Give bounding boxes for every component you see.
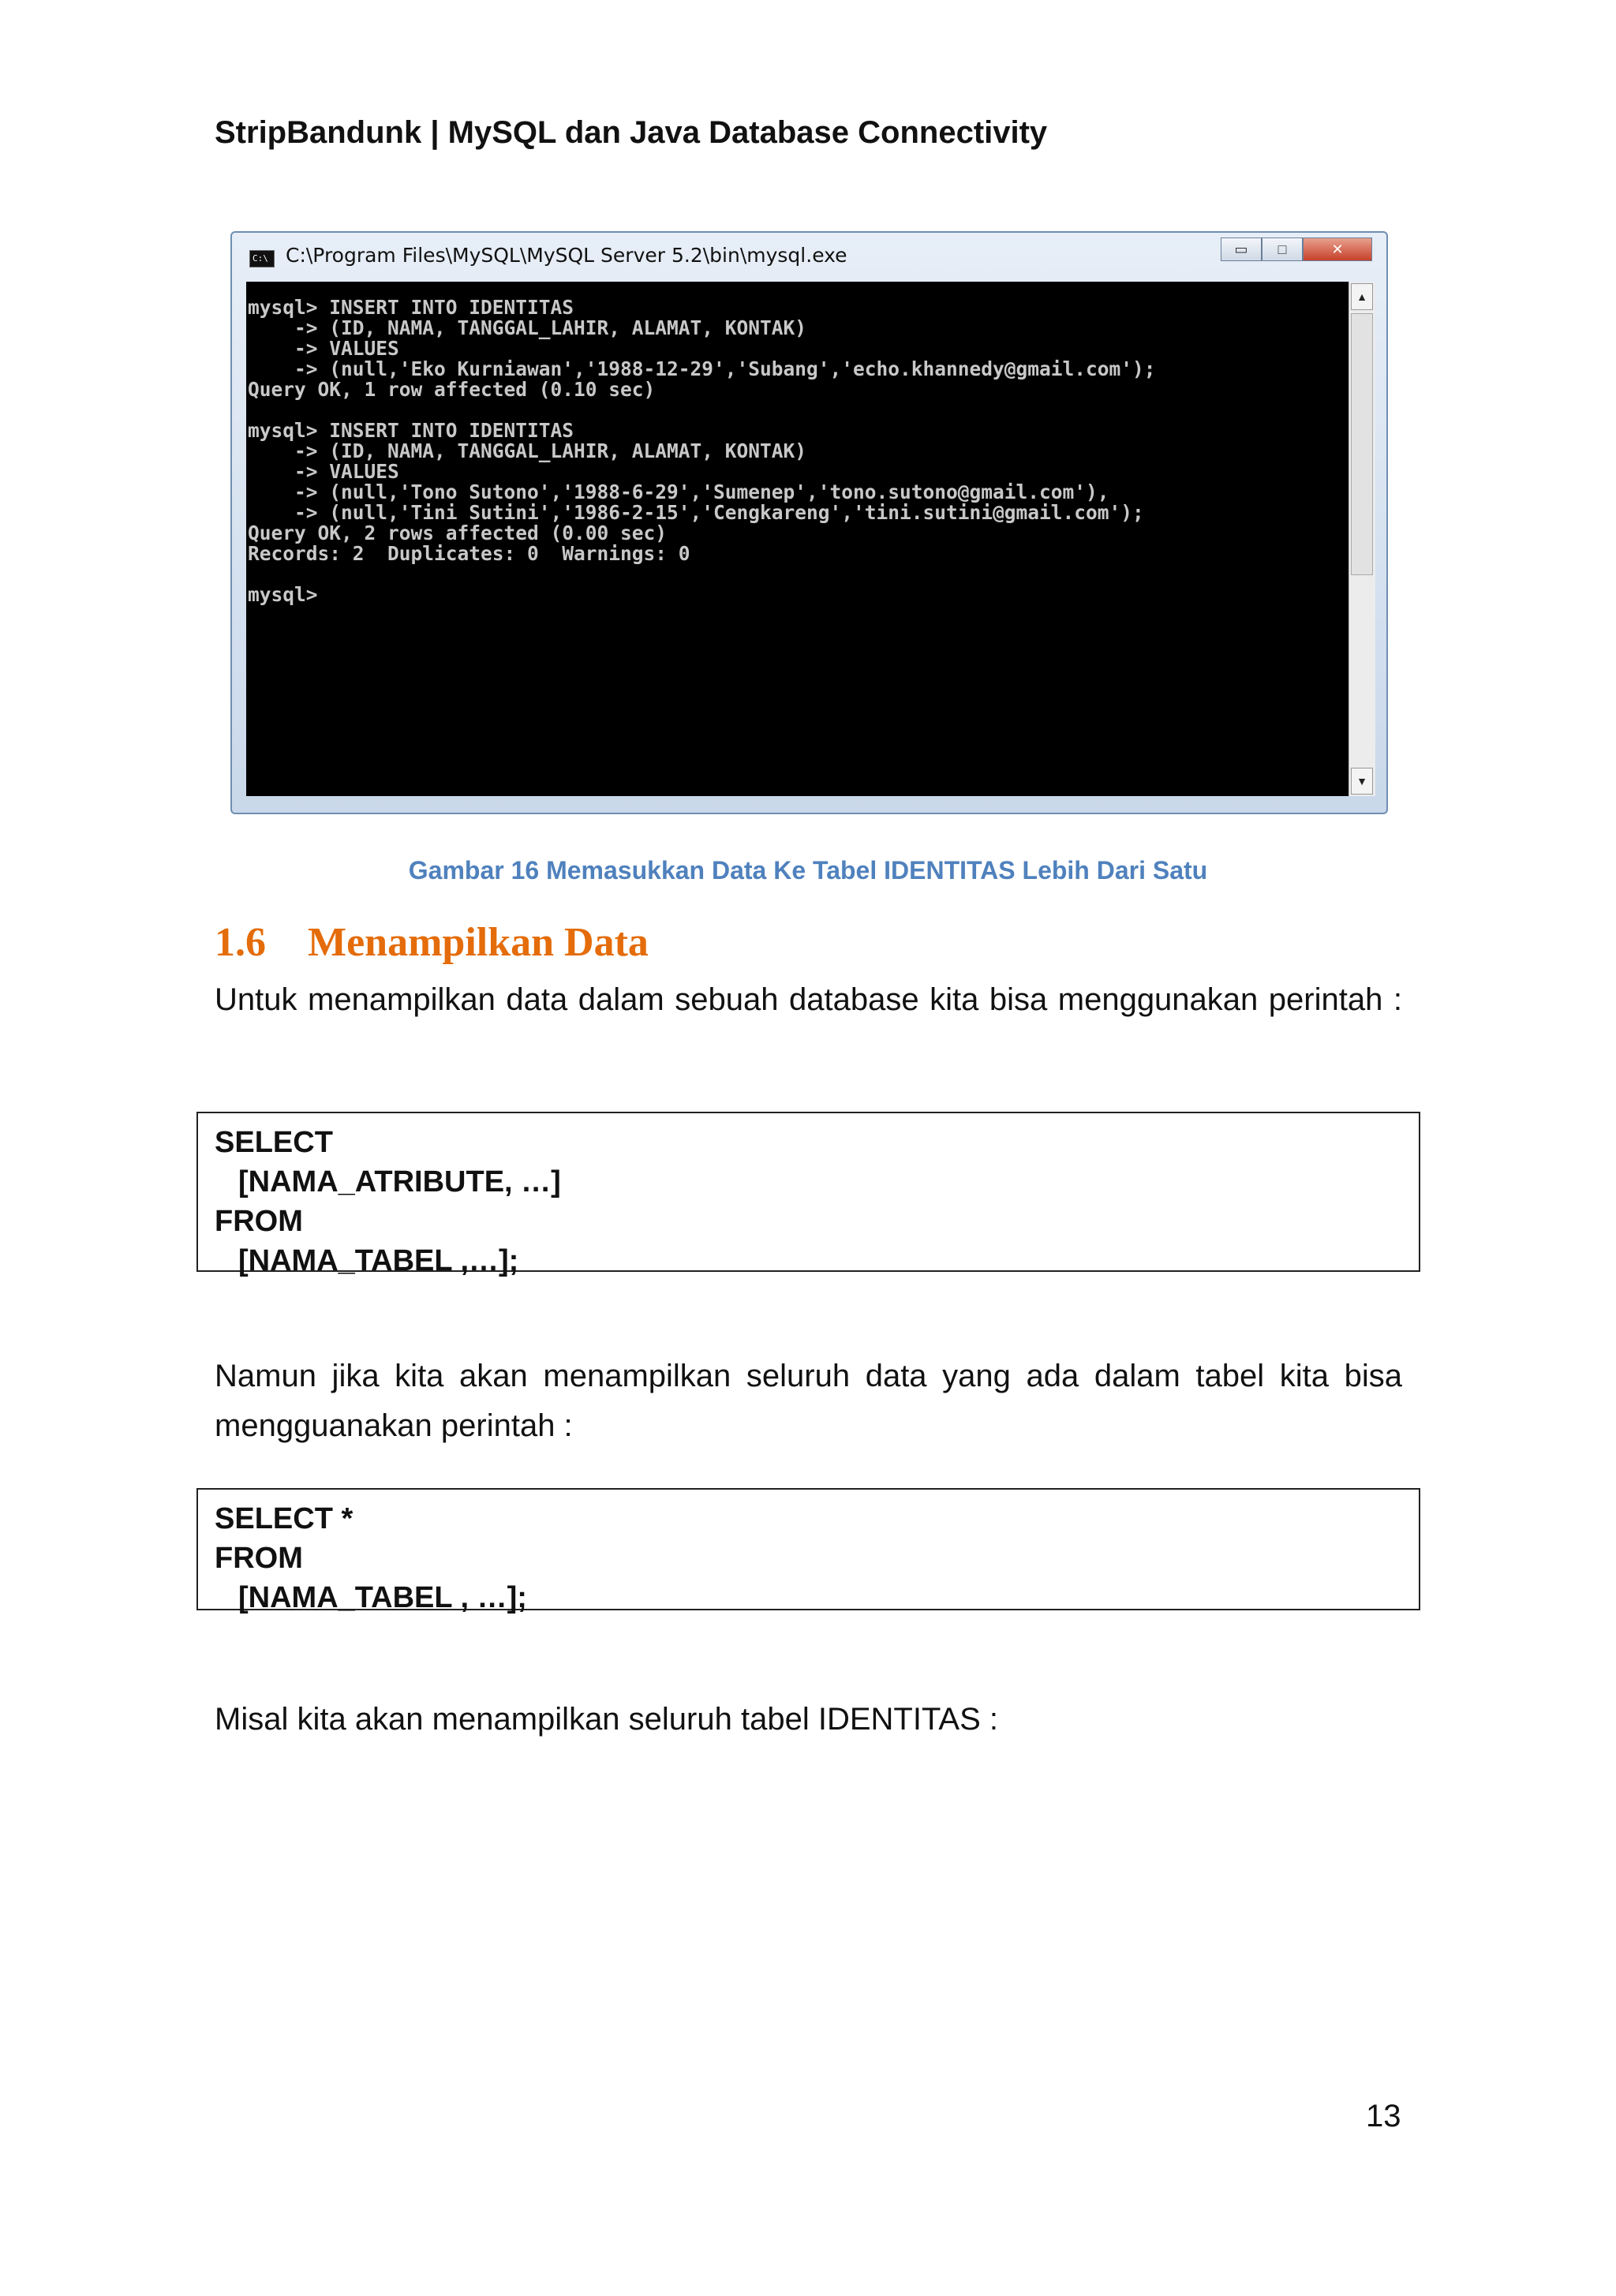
figure-caption: Gambar 16 Memasukkan Data Ke Tabel IDENTITAS Lebih Dari Satu (408, 856, 1208, 884)
code-line: SELECT (215, 1126, 333, 1159)
minimize-icon[interactable]: ▭ (1221, 237, 1262, 261)
console-output-text (248, 297, 1156, 605)
console-prompt: mysql> (248, 583, 318, 606)
code-line: [NAMA_TABEL , …]; (238, 1581, 527, 1614)
console-output-area[interactable] (246, 282, 1349, 796)
section-heading (215, 919, 649, 966)
console-line: Query OK, 2 rows affected (0.00 sec) (248, 522, 668, 544)
page-header: StripBandunk | MySQL dan Java Database Connectivity (215, 115, 1048, 150)
console-line: mysql> INSERT INTO IDENTITAS (248, 419, 574, 442)
scrollbar-thumb[interactable] (1351, 313, 1373, 575)
code-box-select-all (196, 1488, 1420, 1614)
paragraph-text: Misal kita akan menampilkan seluruh tabel IDENTITAS : (215, 1702, 998, 1737)
code-line: SELECT * (215, 1502, 354, 1535)
console-line: -> (null,'Tono Sutono','1988-6-29','Sumenep','tono.sutono@gmail.com'), (248, 481, 1109, 503)
page-number: 13 (1366, 2099, 1401, 2133)
console-line: Records: 2 Duplicates: 0 Warnings: 0 (248, 542, 690, 565)
maximize-icon[interactable]: □ (1262, 237, 1303, 261)
close-icon[interactable]: ✕ (1303, 237, 1372, 261)
console-line: -> (ID, NAMA, TANGGAL_LAHIR, ALAMAT, KONTAK) (248, 316, 807, 339)
console-line: -> (ID, NAMA, TANGGAL_LAHIR, ALAMAT, KONTAK) (248, 439, 807, 462)
console-line: -> VALUES (248, 460, 399, 483)
code-line: FROM (215, 1542, 303, 1575)
console-window (230, 231, 1388, 814)
console-scrollbar[interactable] (1349, 282, 1375, 796)
scroll-down-icon[interactable]: ▼ (1351, 768, 1373, 795)
paragraph (215, 1695, 1402, 1744)
console-window-title: C:\Program Files\MySQL\MySQL Server 5.2\bin\mysql.exe (286, 244, 847, 267)
section-number: 1.6 (215, 920, 266, 965)
console-titlebar (232, 233, 1386, 279)
console-line: -> (null,'Eko Kurniawan','1988-12-29','Subang','echo.khannedy@gmail.com'); (248, 357, 1156, 380)
paragraph (215, 975, 1402, 1025)
section-title: Menampilkan Data (308, 920, 649, 965)
console-line: Query OK, 1 row affected (0.10 sec) (248, 378, 656, 401)
scroll-up-icon[interactable]: ▲ (1351, 283, 1373, 310)
console-line: -> VALUES (248, 337, 399, 360)
code-box-select (196, 1112, 1420, 1277)
code-line: [NAMA_ATRIBUTE, …] (238, 1165, 561, 1198)
window-controls (1221, 237, 1372, 261)
console-app-icon: C:\ (249, 250, 275, 267)
paragraph-text: Untuk menampilkan data dalam sebuah database kita bisa menggunakan perintah : (215, 982, 1402, 1017)
console-line: mysql> INSERT INTO IDENTITAS (248, 296, 574, 319)
console-line: -> (null,'Tini Sutini','1986-2-15','Cengkareng','tini.sutini@gmail.com'); (248, 501, 1144, 524)
code-line: [NAMA_TABEL ,…]; (238, 1244, 519, 1277)
paragraph-text: Namun jika kita akan menampilkan seluruh data yang ada dalam tabel kita bisa mengguanakan perintah : (215, 1359, 1402, 1443)
code-line: FROM (215, 1205, 303, 1238)
paragraph (215, 1352, 1402, 1451)
